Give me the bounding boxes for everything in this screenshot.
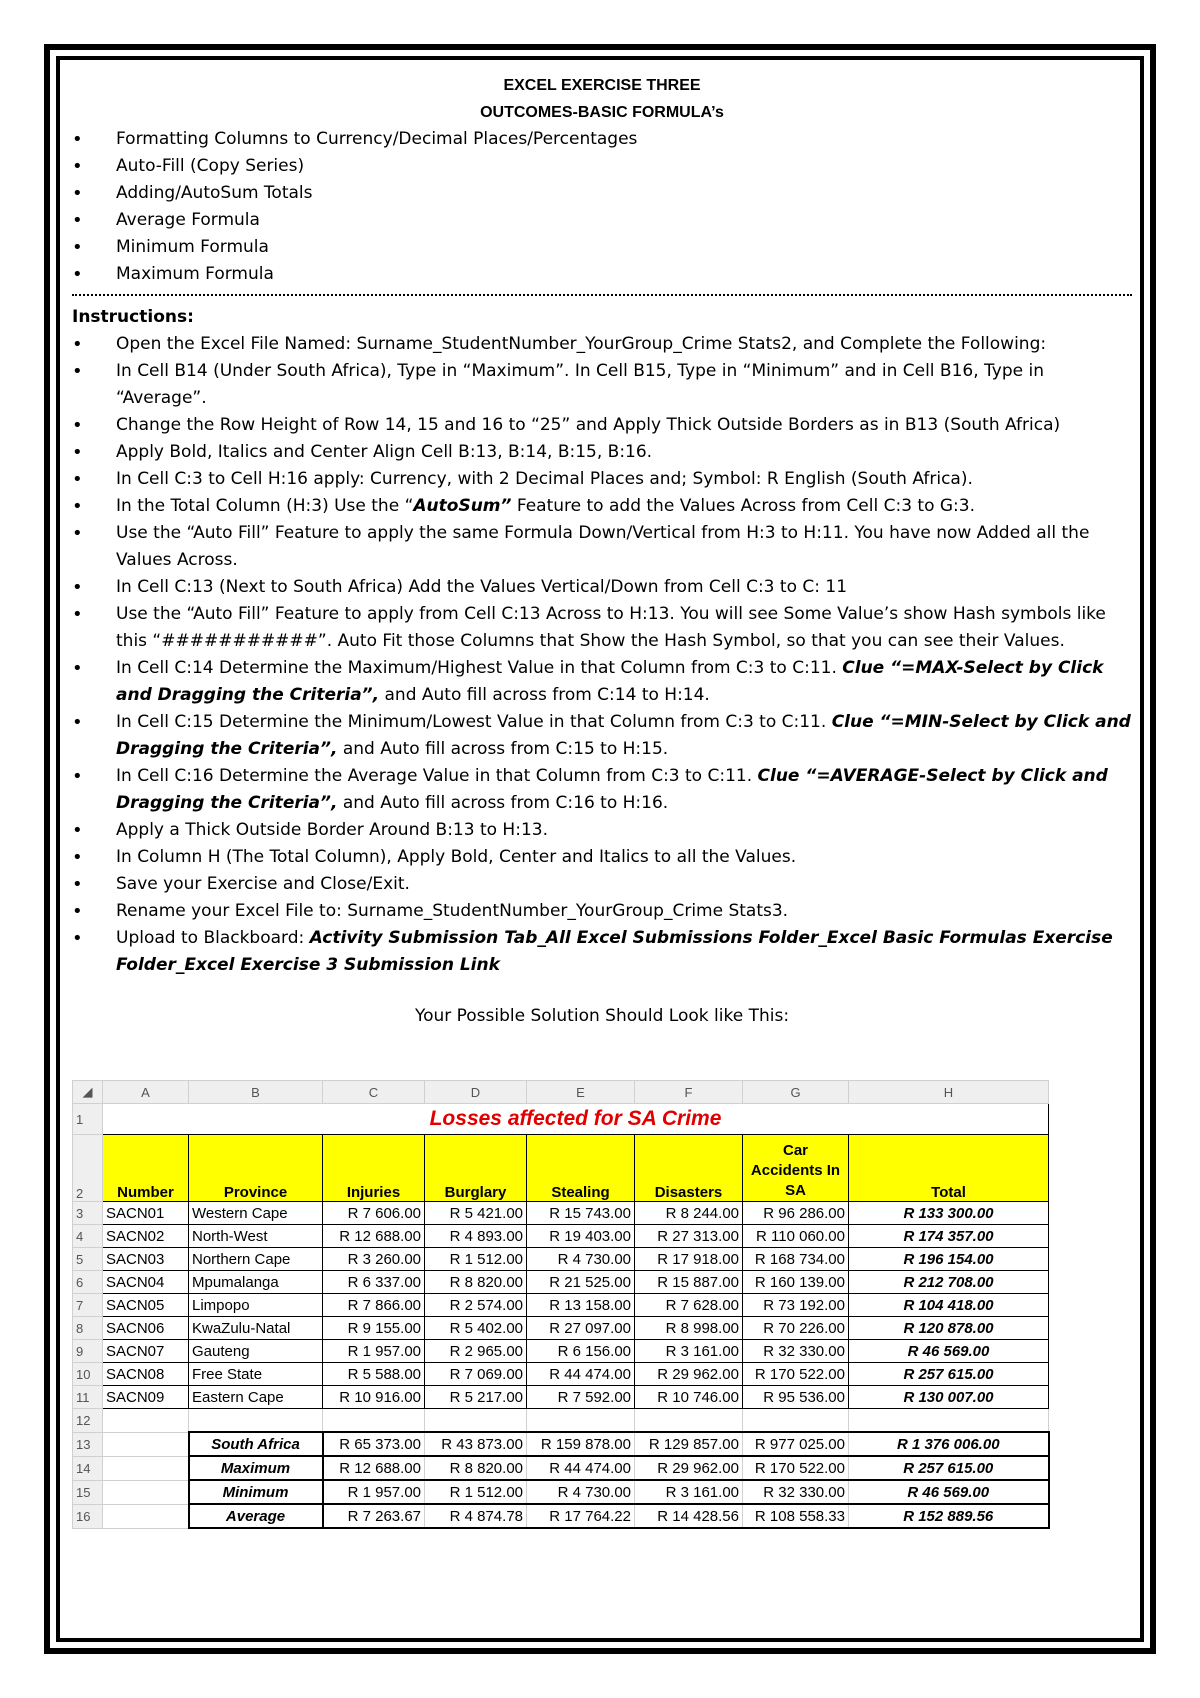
cell-value[interactable]: R 32 330.00	[743, 1340, 849, 1363]
summary-value[interactable]: R 4 874.78	[425, 1504, 527, 1528]
cell-value[interactable]: R 8 998.00	[635, 1317, 743, 1340]
cell-total[interactable]: R 46 569.00	[849, 1340, 1049, 1363]
instruction-text: In Cell C:14 Determine the Maximum/Highest Value in that Column from C:3 to C:11.	[116, 658, 843, 678]
instruction-path: Activity Submission Tab_All Excel Submissions Folder_Excel Basic Formulas Exercise Folder_Excel Exercise 3 Submission Link	[116, 928, 1113, 975]
cell-value[interactable]: R 6 156.00	[527, 1340, 635, 1363]
cell-total[interactable]: R 257 615.00	[849, 1363, 1049, 1386]
row-header[interactable]: 12	[73, 1409, 103, 1433]
summary-value[interactable]: R 159 878.00	[527, 1432, 635, 1456]
empty-cell[interactable]	[425, 1409, 527, 1433]
dotted-divider	[72, 294, 1132, 296]
cell-number[interactable]: SACN08	[103, 1363, 189, 1386]
cell-value[interactable]: R 10 746.00	[635, 1386, 743, 1409]
cell-value[interactable]: R 27 313.00	[635, 1225, 743, 1248]
row-header[interactable]: 15	[73, 1480, 103, 1504]
summary-value[interactable]: R 43 873.00	[425, 1432, 527, 1456]
cell-value[interactable]: R 168 734.00	[743, 1248, 849, 1271]
cell-number[interactable]: SACN03	[103, 1248, 189, 1271]
cell-value[interactable]: R 17 918.00	[635, 1248, 743, 1271]
cell-value[interactable]: R 1 957.00	[323, 1340, 425, 1363]
summary-row	[73, 1456, 1049, 1480]
empty-cell[interactable]	[103, 1480, 189, 1504]
header-cell[interactable]: Disasters	[635, 1135, 743, 1202]
column-header[interactable]: B	[189, 1081, 323, 1104]
row-header[interactable]: 14	[73, 1456, 103, 1480]
cell-number[interactable]: SACN04	[103, 1271, 189, 1294]
row-header[interactable]: 10	[73, 1363, 103, 1386]
column-header[interactable]: A	[103, 1081, 189, 1104]
cell-value[interactable]: R 7 069.00	[425, 1363, 527, 1386]
cell-value[interactable]: R 7 606.00	[323, 1202, 425, 1225]
cell-value[interactable]: R 4 730.00	[527, 1248, 635, 1271]
column-header[interactable]: H	[849, 1081, 1049, 1104]
instruction-item: • In Cell C:3 to Cell H:16 apply: Currency, with 2 Decimal Places and; Symbol: R English (South Africa).	[72, 466, 1132, 493]
summary-value[interactable]: R 1 512.00	[425, 1480, 527, 1504]
empty-cell[interactable]	[189, 1409, 323, 1433]
outcome-item: • Auto-Fill (Copy Series)	[72, 153, 1132, 180]
instruction-item: • Save your Exercise and Close/Exit.	[72, 871, 1132, 898]
header-cell[interactable]: Stealing	[527, 1135, 635, 1202]
row-header[interactable]: 8	[73, 1317, 103, 1340]
summary-value[interactable]: R 129 857.00	[635, 1432, 743, 1456]
outcome-item: • Adding/AutoSum Totals	[72, 180, 1132, 207]
data-row	[73, 1317, 1049, 1340]
summary-value[interactable]: R 170 522.00	[743, 1456, 849, 1480]
cell-number[interactable]: SACN01	[103, 1202, 189, 1225]
cell-province[interactable]: Eastern Cape	[189, 1386, 323, 1409]
instruction-clue: Clue “=AVERAGE-Select by Click and Dragging the Criteria”,	[116, 766, 1108, 813]
instruction-item: • Use the “Auto Fill” Feature to apply the same Formula Down/Vertical from H:3 to H:11. You have now Added all the Values Across.	[72, 520, 1132, 574]
summary-value[interactable]: R 32 330.00	[743, 1480, 849, 1504]
cell-total[interactable]: R 212 708.00	[849, 1271, 1049, 1294]
outcomes-list	[72, 126, 1132, 288]
instruction-text: In Cell C:15 Determine the Minimum/Lowest Value in that Column from C:3 to C:11.	[116, 712, 832, 732]
empty-cell[interactable]	[103, 1432, 189, 1456]
cell-value[interactable]: R 7 592.00	[527, 1386, 635, 1409]
instructions-list	[72, 331, 1132, 979]
instruction-text: and Auto fill across from C:14 to H:14.	[379, 685, 710, 705]
data-row	[73, 1294, 1049, 1317]
cell-value[interactable]: R 8 244.00	[635, 1202, 743, 1225]
summary-value[interactable]: R 1 957.00	[323, 1480, 425, 1504]
summary-value[interactable]: R 8 820.00	[425, 1456, 527, 1480]
cell-province[interactable]: KwaZulu-Natal	[189, 1317, 323, 1340]
cell-value[interactable]: R 7 628.00	[635, 1294, 743, 1317]
cell-province[interactable]: Free State	[189, 1363, 323, 1386]
instruction-text: In the Total Column (H:3) Use the “	[116, 496, 414, 516]
cell-number[interactable]: SACN02	[103, 1225, 189, 1248]
cell-value[interactable]: R 7 866.00	[323, 1294, 425, 1317]
summary-row	[73, 1480, 1049, 1504]
row-header[interactable]: 2	[73, 1135, 103, 1202]
cell-province[interactable]: Western Cape	[189, 1202, 323, 1225]
cell-value[interactable]: R 12 688.00	[323, 1225, 425, 1248]
spreadsheet-screenshot	[72, 1080, 1128, 1529]
row-header[interactable]: 5	[73, 1248, 103, 1271]
header-cell[interactable]: Province	[189, 1135, 323, 1202]
data-row	[73, 1386, 1049, 1409]
cell-value[interactable]: R 3 260.00	[323, 1248, 425, 1271]
summary-total[interactable]: R 1 376 006.00	[849, 1432, 1049, 1456]
summary-value[interactable]: R 14 428.56	[635, 1504, 743, 1528]
data-rows	[73, 1202, 1049, 1409]
cell-value[interactable]: R 2 574.00	[425, 1294, 527, 1317]
cell-value[interactable]: R 95 536.00	[743, 1386, 849, 1409]
header-cell[interactable]: Burglary	[425, 1135, 527, 1202]
header-cell[interactable]: Number	[103, 1135, 189, 1202]
empty-cell[interactable]	[527, 1409, 635, 1433]
instructions-heading: Instructions:	[72, 307, 194, 327]
outcome-item: • Maximum Formula	[72, 261, 1132, 288]
sheet-header-row	[73, 1135, 1049, 1202]
instruction-item: • In Cell C:13 (Next to South Africa) Add the Values Vertical/Down from Cell C:3 to C: 11	[72, 574, 1132, 601]
cell-value[interactable]: R 15 887.00	[635, 1271, 743, 1294]
summary-value[interactable]: R 108 558.33	[743, 1504, 849, 1528]
cell-value[interactable]: R 1 512.00	[425, 1248, 527, 1271]
cell-number[interactable]: SACN06	[103, 1317, 189, 1340]
cell-total[interactable]: R 130 007.00	[849, 1386, 1049, 1409]
cell-value[interactable]: R 29 962.00	[635, 1363, 743, 1386]
data-row	[73, 1248, 1049, 1271]
outcome-item: • Average Formula	[72, 207, 1132, 234]
outcome-item: • Formatting Columns to Currency/Decimal Places/Percentages	[72, 126, 1132, 153]
doc-subtitle: OUTCOMES-BASIC FORMULA’s	[480, 104, 724, 121]
cell-value[interactable]: R 4 893.00	[425, 1225, 527, 1248]
cell-total[interactable]: R 104 418.00	[849, 1294, 1049, 1317]
row-header[interactable]: 9	[73, 1340, 103, 1363]
cell-total[interactable]: R 174 357.00	[849, 1225, 1049, 1248]
summary-value[interactable]: R 977 025.00	[743, 1432, 849, 1456]
cell-value[interactable]: R 5 402.00	[425, 1317, 527, 1340]
instruction-text: and Auto fill across from C:16 to H:16.	[337, 793, 669, 813]
instruction-item	[72, 763, 1132, 817]
cell-value[interactable]: R 21 525.00	[527, 1271, 635, 1294]
document-body	[72, 72, 1132, 1030]
sheet-title-cell[interactable]: Losses affected for SA Crime	[103, 1104, 1049, 1135]
empty-cell[interactable]	[103, 1456, 189, 1480]
instruction-text: and Auto fill across from C:15 to H:15.	[337, 739, 669, 759]
row-header[interactable]: 13	[73, 1432, 103, 1456]
column-header[interactable]: C	[323, 1081, 425, 1104]
row-header[interactable]: 3	[73, 1202, 103, 1225]
summary-value[interactable]: R 12 688.00	[323, 1456, 425, 1480]
instruction-clue: Clue “=MIN-Select by Click and Dragging the Criteria”,	[116, 712, 1131, 759]
column-header[interactable]: D	[425, 1081, 527, 1104]
cell-value[interactable]: R 73 192.00	[743, 1294, 849, 1317]
cell-value[interactable]: R 5 421.00	[425, 1202, 527, 1225]
row-header[interactable]: 1	[73, 1104, 103, 1135]
summary-total[interactable]: R 152 889.56	[849, 1504, 1049, 1528]
cell-value[interactable]: R 6 337.00	[323, 1271, 425, 1294]
summary-total[interactable]: R 257 615.00	[849, 1456, 1049, 1480]
cell-total[interactable]: R 196 154.00	[849, 1248, 1049, 1271]
cell-total[interactable]: R 120 878.00	[849, 1317, 1049, 1340]
summary-value[interactable]: R 17 764.22	[527, 1504, 635, 1528]
doc-title: EXCEL EXERCISE THREE	[503, 77, 701, 94]
cell-province[interactable]: Mpumalanga	[189, 1271, 323, 1294]
sheet-row	[73, 1104, 1049, 1135]
row-header[interactable]: 11	[73, 1386, 103, 1409]
summary-value[interactable]: R 44 474.00	[527, 1456, 635, 1480]
summary-value[interactable]: R 29 962.00	[635, 1456, 743, 1480]
instruction-clue: Clue “=MAX-Select by Click and Dragging the Criteria”,	[116, 658, 1104, 705]
cell-value[interactable]: R 5 588.00	[323, 1363, 425, 1386]
row-header[interactable]: 4	[73, 1225, 103, 1248]
summary-total[interactable]: R 46 569.00	[849, 1480, 1049, 1504]
cell-value[interactable]: R 8 820.00	[425, 1271, 527, 1294]
cell-province[interactable]: Gauteng	[189, 1340, 323, 1363]
summary-row	[73, 1504, 1049, 1528]
instruction-item: • Use the “Auto Fill” Feature to apply from Cell C:13 Across to H:13. You will see Some Value’s show Hash symbols like this “###########”. Auto Fit those Columns that Show the Hash Symbol, so that you can see their Values.	[72, 601, 1132, 655]
cell-total[interactable]: R 133 300.00	[849, 1202, 1049, 1225]
empty-cell[interactable]	[635, 1409, 743, 1433]
cell-value[interactable]: R 15 743.00	[527, 1202, 635, 1225]
summary-row	[73, 1432, 1049, 1456]
instruction-item	[72, 655, 1132, 709]
instruction-item: • Apply Bold, Italics and Center Align Cell B:13, B:14, B:15, B:16.	[72, 439, 1132, 466]
cell-value[interactable]: R 27 097.00	[527, 1317, 635, 1340]
cell-value[interactable]: R 19 403.00	[527, 1225, 635, 1248]
spreadsheet-grid	[72, 1080, 1050, 1529]
cell-province[interactable]: Northern Cape	[189, 1248, 323, 1271]
instruction-item	[72, 709, 1132, 763]
empty-cell[interactable]	[849, 1409, 1049, 1433]
empty-cell[interactable]	[743, 1409, 849, 1433]
cell-value[interactable]: R 170 522.00	[743, 1363, 849, 1386]
cell-value[interactable]: R 110 060.00	[743, 1225, 849, 1248]
data-row	[73, 1271, 1049, 1294]
cell-province[interactable]: North-West	[189, 1225, 323, 1248]
cell-number[interactable]: SACN05	[103, 1294, 189, 1317]
summary-rows	[73, 1432, 1049, 1528]
empty-cell[interactable]	[103, 1504, 189, 1528]
sheet-row-empty	[73, 1409, 1049, 1433]
column-header-row	[73, 1081, 1049, 1104]
data-row	[73, 1340, 1049, 1363]
summary-value[interactable]: R 3 161.00	[635, 1480, 743, 1504]
summary-label[interactable]: Minimum	[189, 1480, 323, 1504]
summary-value[interactable]: R 4 730.00	[527, 1480, 635, 1504]
instruction-item: • In Column H (The Total Column), Apply Bold, Center and Italics to all the Values.	[72, 844, 1132, 871]
header-cell[interactable]: Total	[849, 1135, 1049, 1202]
cell-value[interactable]: R 44 474.00	[527, 1363, 635, 1386]
cell-province[interactable]: Limpopo	[189, 1294, 323, 1317]
cell-number[interactable]: SACN09	[103, 1386, 189, 1409]
cell-value[interactable]: R 96 286.00	[743, 1202, 849, 1225]
instruction-item: • Rename your Excel File to: Surname_StudentNumber_YourGroup_Crime Stats3.	[72, 898, 1132, 925]
cell-value[interactable]: R 3 161.00	[635, 1340, 743, 1363]
cell-value[interactable]: R 13 158.00	[527, 1294, 635, 1317]
cell-value[interactable]: R 70 226.00	[743, 1317, 849, 1340]
column-header[interactable]: F	[635, 1081, 743, 1104]
cell-number[interactable]: SACN07	[103, 1340, 189, 1363]
cell-value[interactable]: R 9 155.00	[323, 1317, 425, 1340]
instruction-text: In Cell C:16 Determine the Average Value in that Column from C:3 to C:11.	[116, 766, 758, 786]
select-all-corner[interactable]: ◢	[73, 1081, 103, 1104]
data-row	[73, 1225, 1049, 1248]
cell-value[interactable]: R 160 139.00	[743, 1271, 849, 1294]
instruction-emphasis: AutoSum”	[413, 496, 512, 516]
header-cell[interactable]: Injuries	[323, 1135, 425, 1202]
data-row	[73, 1363, 1049, 1386]
outcome-item: • Minimum Formula	[72, 234, 1132, 261]
empty-cell[interactable]	[103, 1409, 189, 1433]
solution-caption: Your Possible Solution Should Look like This:	[414, 1006, 790, 1026]
cell-value[interactable]: R 2 965.00	[425, 1340, 527, 1363]
instruction-item: • In Cell B14 (Under South Africa), Type in “Maximum”. In Cell B15, Type in “Minimum” and in Cell B16, Type in “Average”.	[72, 358, 1132, 412]
column-header[interactable]: G	[743, 1081, 849, 1104]
instruction-text: Upload to Blackboard:	[116, 928, 310, 948]
data-row	[73, 1202, 1049, 1225]
summary-label[interactable]: South Africa	[189, 1432, 323, 1456]
row-header[interactable]: 7	[73, 1294, 103, 1317]
instruction-item: • Open the Excel File Named: Surname_StudentNumber_YourGroup_Crime Stats2, and Complete the Following:	[72, 331, 1132, 358]
cell-value[interactable]: R 5 217.00	[425, 1386, 527, 1409]
summary-label[interactable]: Maximum	[189, 1456, 323, 1480]
row-header[interactable]: 16	[73, 1504, 103, 1528]
summary-value[interactable]: R 65 373.00	[323, 1432, 425, 1456]
instruction-item: • Change the Row Height of Row 14, 15 and 16 to “25” and Apply Thick Outside Borders as in B13 (South Africa)	[72, 412, 1132, 439]
header-cell[interactable]: Car Accidents In SA	[743, 1135, 849, 1202]
column-header[interactable]: E	[527, 1081, 635, 1104]
instruction-item	[72, 925, 1132, 979]
instruction-text: Feature to add the Values Across from Cell C:3 to G:3.	[511, 496, 976, 516]
row-header[interactable]: 6	[73, 1271, 103, 1294]
cell-value[interactable]: R 10 916.00	[323, 1386, 425, 1409]
summary-value[interactable]: R 7 263.67	[323, 1504, 425, 1528]
summary-label[interactable]: Average	[189, 1504, 323, 1528]
instruction-item	[72, 493, 1132, 520]
instruction-item: • Apply a Thick Outside Border Around B:13 to H:13.	[72, 817, 1132, 844]
empty-cell[interactable]	[323, 1409, 425, 1433]
